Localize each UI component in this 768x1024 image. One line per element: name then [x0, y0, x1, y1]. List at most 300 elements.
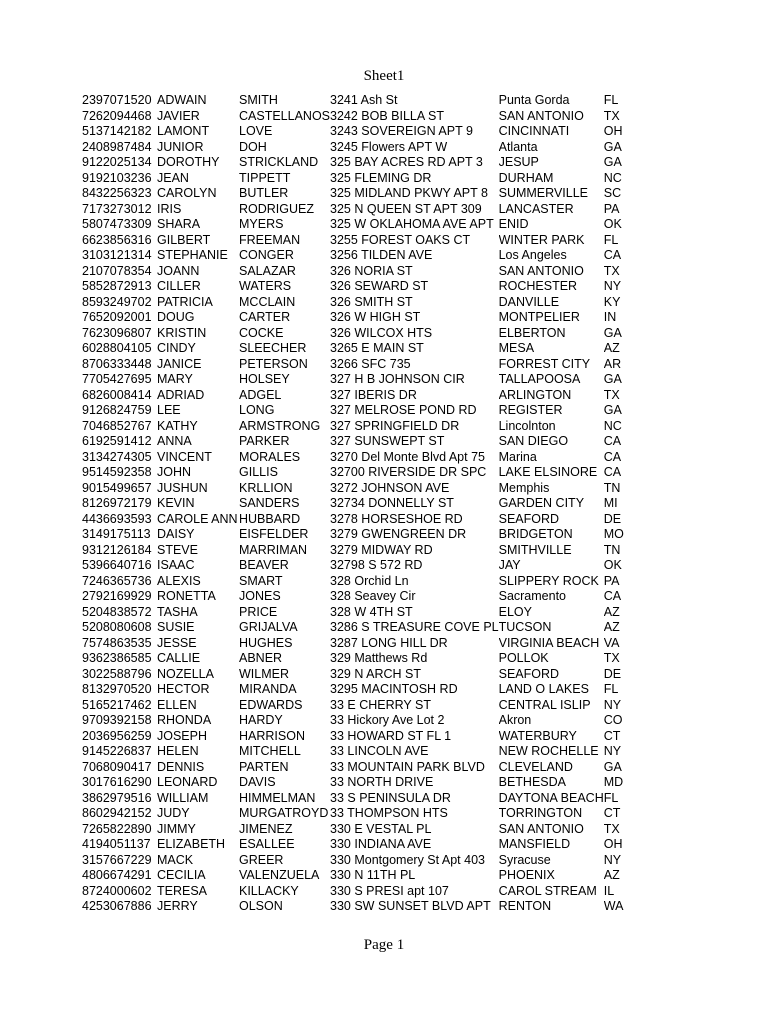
- cell-last-name: HUGHES: [239, 635, 293, 650]
- cell-city: RENTON: [498, 899, 552, 913]
- cell-last-name: RODRIGUEZ: [239, 201, 314, 216]
- cell-address: 3266 SFC 735: [330, 356, 411, 371]
- cell-state: TX: [603, 263, 620, 278]
- cell-id: 9122025134: [82, 155, 152, 169]
- cell-id: 4806674291: [82, 868, 152, 882]
- cell-first-name: ANNA: [157, 434, 192, 448]
- cell-state: CA: [603, 248, 622, 262]
- table-row: [82, 481, 634, 497]
- cell-city: Marina: [498, 449, 537, 464]
- cell-id: 5396640716: [82, 558, 152, 572]
- cell-id: 3103121314: [82, 248, 152, 262]
- cell-first-name: CALLIE: [157, 651, 201, 665]
- table-row: [82, 233, 634, 249]
- cell-city: Los Angeles: [498, 248, 567, 262]
- table-row: [82, 822, 634, 838]
- cell-city: ARLINGTON: [498, 387, 572, 402]
- cell-city: ELBERTON: [498, 325, 566, 340]
- cell-city: VIRGINIA BEACH: [498, 635, 600, 650]
- cell-state: DE: [603, 511, 622, 526]
- cell-last-name: GREER: [239, 852, 284, 867]
- cell-first-name: LEE: [157, 403, 181, 417]
- cell-last-name: SANDERS: [239, 496, 300, 510]
- cell-address: 33 HOWARD ST FL 1: [330, 728, 452, 743]
- cell-first-name: VINCENT: [157, 449, 212, 464]
- cell-state: AZ: [603, 604, 620, 619]
- cell-address: 32734 DONNELLY ST: [330, 496, 454, 510]
- table-row: [82, 837, 634, 853]
- cell-address: 326 SMITH ST: [330, 294, 413, 309]
- cell-last-name: MORALES: [239, 449, 301, 464]
- cell-city: Syracuse: [498, 852, 551, 867]
- table-row: [82, 326, 634, 342]
- cell-state: AZ: [603, 868, 620, 882]
- cell-id: 8593249702: [82, 294, 152, 309]
- cell-address: 3270 Del Monte Blvd Apt 75: [330, 449, 485, 464]
- table-row: [82, 682, 634, 698]
- cell-city: NEW ROCHELLE: [498, 744, 599, 758]
- cell-state: MD: [603, 775, 624, 789]
- cell-state: PA: [603, 573, 620, 588]
- cell-first-name: CAROLE ANN: [157, 511, 238, 526]
- table-row: [82, 434, 634, 450]
- cell-last-name: PARTEN: [239, 759, 289, 774]
- cell-last-name: DAVIS: [239, 775, 276, 789]
- cell-address: 33 E CHERRY ST: [330, 697, 431, 712]
- cell-id: 3017616290: [82, 775, 152, 789]
- cell-id: 9145226837: [82, 744, 152, 758]
- cell-city: DANVILLE: [498, 294, 560, 309]
- cell-last-name: HARDY: [239, 713, 283, 727]
- cell-address: 3279 GWENGREEN DR: [330, 527, 467, 541]
- cell-city: SEAFORD: [498, 511, 560, 526]
- cell-city: JAY: [498, 558, 521, 572]
- cell-address: 325 W OKLAHOMA AVE APT: [330, 217, 494, 231]
- cell-first-name: JERRY: [157, 899, 198, 913]
- table-row: [82, 512, 634, 528]
- cell-id: 5204838572: [82, 604, 152, 619]
- cell-state: CO: [603, 713, 623, 727]
- cell-state: FL: [603, 790, 619, 805]
- cell-address: 3272 JOHNSON AVE: [330, 480, 450, 495]
- table-row: [82, 403, 634, 419]
- cell-last-name: WILMER: [239, 666, 289, 681]
- cell-id: 3134274305: [82, 449, 152, 464]
- cell-id: 2036956259: [82, 728, 152, 743]
- cell-last-name: PETERSON: [239, 356, 308, 371]
- cell-first-name: ELLEN: [157, 697, 197, 712]
- cell-id: 8432256323: [82, 186, 152, 200]
- table-row: [82, 310, 634, 326]
- cell-last-name: MCCLAIN: [239, 294, 296, 309]
- cell-first-name: GILBERT: [157, 232, 211, 247]
- cell-city: DAYTONA BEACH: [498, 790, 604, 805]
- cell-city: LAND O LAKES: [498, 682, 589, 696]
- cell-first-name: IRIS: [157, 201, 182, 216]
- cell-address: 33 NORTH DRIVE: [330, 775, 434, 789]
- cell-city: CINCINNATI: [498, 124, 570, 138]
- cell-id: 3862979516: [82, 790, 152, 805]
- cell-city: DURHAM: [498, 170, 554, 185]
- cell-first-name: ELIZABETH: [157, 837, 226, 851]
- cell-last-name: BUTLER: [239, 186, 289, 200]
- cell-last-name: TIPPETT: [239, 170, 291, 185]
- table-row: [82, 791, 634, 807]
- cell-city: FORREST CITY: [498, 356, 591, 371]
- cell-address: 330 S PRESI apt 107: [330, 883, 449, 898]
- cell-city: TALLAPOOSA: [498, 372, 581, 386]
- cell-id: 4194051137: [82, 837, 151, 851]
- cell-address: 326 NORIA ST: [330, 263, 413, 278]
- cell-first-name: JUDY: [157, 806, 190, 820]
- cell-city: GARDEN CITY: [498, 496, 585, 510]
- table-row: [82, 574, 634, 590]
- cell-state: CA: [603, 434, 622, 448]
- cell-state: NY: [603, 852, 622, 867]
- cell-first-name: JUNIOR: [157, 139, 204, 154]
- cell-state: GA: [603, 139, 622, 154]
- cell-last-name: JIMENEZ: [239, 821, 293, 836]
- cell-last-name: PRICE: [239, 604, 278, 619]
- cell-address: 3245 Flowers APT W: [330, 139, 448, 154]
- cell-id: 5852872913: [82, 279, 152, 293]
- cell-last-name: MITCHELL: [239, 744, 301, 758]
- table-row: [82, 806, 634, 822]
- cell-state: AZ: [603, 620, 620, 634]
- cell-state: OH: [603, 124, 623, 138]
- sheet-title: Sheet1: [363, 68, 405, 84]
- cell-id: 7068090417: [82, 759, 152, 774]
- cell-state: OK: [603, 558, 622, 572]
- cell-address: 33 Hickory Ave Lot 2: [330, 713, 445, 727]
- cell-first-name: LAMONT: [157, 124, 210, 138]
- cell-city: CENTRAL ISLIP: [498, 697, 591, 712]
- cell-address: 327 MELROSE POND RD: [330, 403, 477, 417]
- cell-last-name: GRIJALVA: [239, 620, 298, 634]
- cell-state: TN: [603, 480, 621, 495]
- cell-city: ELOY: [498, 604, 532, 619]
- cell-last-name: SMART: [239, 573, 283, 588]
- cell-city: TORRINGTON: [498, 806, 583, 820]
- cell-first-name: JEAN: [157, 170, 189, 185]
- table-row: [82, 558, 634, 574]
- cell-city: BETHESDA: [498, 775, 566, 789]
- table-row: [82, 884, 634, 900]
- cell-last-name: FREEMAN: [239, 232, 301, 247]
- cell-state: NY: [603, 697, 622, 712]
- cell-first-name: DENNIS: [157, 759, 205, 774]
- cell-city: SLIPPERY ROCK: [498, 573, 599, 588]
- cell-state: CA: [603, 465, 622, 479]
- cell-first-name: KRISTIN: [157, 325, 207, 340]
- cell-last-name: HUBBARD: [239, 511, 301, 526]
- page-footer: Page 1: [363, 937, 405, 953]
- cell-first-name: TASHA: [157, 604, 198, 619]
- cell-address: 327 SUNSWEPT ST: [330, 434, 445, 448]
- table-row: [82, 279, 634, 295]
- cell-city: SAN ANTONIO: [498, 108, 584, 123]
- cell-id: 5165217462: [82, 697, 152, 712]
- cell-address: 33 THOMPSON HTS: [330, 806, 448, 820]
- table-row: [82, 527, 634, 543]
- cell-state: OH: [603, 837, 623, 851]
- cell-id: 2408987484: [82, 139, 152, 154]
- cell-id: 7623096807: [82, 325, 152, 340]
- cell-address: 3278 HORSESHOE RD: [330, 511, 463, 526]
- table-row: [82, 388, 634, 404]
- cell-address: 3265 E MAIN ST: [330, 341, 424, 355]
- cell-first-name: ISAAC: [157, 558, 195, 572]
- cell-city: SAN ANTONIO: [498, 821, 584, 836]
- cell-city: Punta Gorda: [498, 93, 570, 107]
- table-row: [82, 713, 634, 729]
- table-row: [82, 698, 634, 714]
- cell-id: 8724000602: [82, 883, 152, 898]
- cell-city: Atlanta: [498, 139, 538, 154]
- cell-last-name: PARKER: [239, 434, 290, 448]
- cell-city: ROCHESTER: [498, 279, 578, 293]
- cell-address: 326 SEWARD ST: [330, 279, 429, 293]
- table-body: [82, 93, 634, 915]
- cell-state: FL: [603, 232, 619, 247]
- cell-id: 8602942152: [82, 806, 152, 820]
- cell-city: WATERBURY: [498, 728, 577, 743]
- table-row: [82, 760, 634, 776]
- cell-id: 6192591412: [82, 434, 152, 448]
- cell-state: TX: [603, 108, 620, 123]
- cell-id: 8126972179: [82, 496, 152, 510]
- cell-city: CAROL STREAM: [498, 883, 597, 898]
- cell-address: 330 E VESTAL PL: [330, 821, 432, 836]
- cell-last-name: CARTER: [239, 310, 291, 324]
- table-row: [82, 109, 634, 125]
- cell-id: 2107078354: [82, 263, 152, 278]
- table-row: [82, 496, 634, 512]
- cell-last-name: HARRISON: [239, 728, 305, 743]
- cell-last-name: COCKE: [239, 325, 284, 340]
- table-row: [82, 589, 634, 605]
- cell-first-name: RONETTA: [157, 589, 216, 603]
- cell-last-name: EISFELDER: [239, 527, 309, 541]
- cell-address: 3242 BOB BILLA ST: [330, 108, 444, 123]
- cell-first-name: ADRIAD: [157, 387, 205, 402]
- cell-state: WA: [603, 899, 624, 913]
- cell-first-name: JOSEPH: [157, 728, 208, 743]
- cell-state: CT: [603, 806, 621, 820]
- cell-city: REGISTER: [498, 403, 563, 417]
- table-row: [82, 729, 634, 745]
- cell-last-name: SLEECHER: [239, 341, 307, 355]
- cell-city: SUMMERVILLE: [498, 186, 588, 200]
- cell-last-name: SALAZAR: [239, 263, 296, 278]
- table-row: [82, 899, 634, 915]
- cell-first-name: STEPHANIE: [157, 248, 228, 262]
- cell-id: 7705427695: [82, 372, 152, 386]
- cell-state: FL: [603, 93, 619, 107]
- cell-first-name: ALEXIS: [157, 573, 201, 588]
- cell-first-name: STEVE: [157, 542, 198, 557]
- cell-id: 8706333448: [82, 356, 152, 371]
- cell-address: 3241 Ash St: [330, 93, 398, 107]
- cell-id: 6826008414: [82, 387, 152, 402]
- table-row: [82, 202, 634, 218]
- cell-last-name: ADGEL: [239, 387, 282, 402]
- cell-id: 3149175113: [82, 527, 151, 541]
- cell-id: 6028804105: [82, 341, 152, 355]
- cell-first-name: JOANN: [157, 263, 200, 278]
- cell-address: 3279 MIDWAY RD: [330, 542, 433, 557]
- cell-city: MESA: [498, 341, 535, 355]
- cell-last-name: JONES: [239, 589, 281, 603]
- cell-city: TUCSON: [498, 620, 552, 634]
- cell-state: NC: [603, 170, 622, 185]
- table-row: [82, 450, 634, 466]
- cell-address: 329 Matthews Rd: [330, 651, 428, 665]
- cell-last-name: ESALLEE: [239, 837, 295, 851]
- cell-first-name: JESSE: [157, 635, 197, 650]
- cell-address: 3286 S TREASURE COVE PL: [330, 620, 499, 634]
- table-row: [82, 744, 634, 760]
- cell-state: GA: [603, 155, 622, 169]
- cell-state: CA: [603, 449, 622, 464]
- table-row: [82, 140, 634, 156]
- cell-address: 3295 MACINTOSH RD: [330, 682, 458, 696]
- cell-city: POLLOK: [498, 651, 549, 665]
- cell-id: 9709392158: [82, 713, 152, 727]
- cell-last-name: MIRANDA: [239, 682, 297, 696]
- cell-last-name: CONGER: [239, 248, 294, 262]
- cell-city: Sacramento: [498, 589, 567, 603]
- table-row: [82, 155, 634, 171]
- table-row: [82, 217, 634, 233]
- cell-state: TN: [603, 542, 621, 557]
- cell-state: AR: [603, 356, 622, 371]
- cell-id: 9514592358: [82, 465, 152, 479]
- cell-state: TX: [603, 651, 620, 665]
- table-row: [82, 124, 634, 140]
- cell-first-name: SHARA: [157, 217, 201, 231]
- cell-state: SC: [603, 186, 622, 200]
- cell-id: 8132970520: [82, 682, 152, 696]
- cell-address: 330 INDIANA AVE: [330, 837, 432, 851]
- cell-state: TX: [603, 821, 620, 836]
- cell-first-name: ADWAIN: [157, 93, 207, 107]
- cell-address: 33 S PENINSULA DR: [330, 790, 451, 805]
- cell-first-name: DAISY: [157, 527, 195, 541]
- cell-address: 329 N ARCH ST: [330, 666, 422, 681]
- cell-first-name: PATRICIA: [157, 294, 213, 309]
- cell-city: MANSFIELD: [498, 837, 571, 851]
- cell-state: IN: [603, 310, 617, 324]
- cell-state: NY: [603, 279, 622, 293]
- cell-address: 3243 SOVEREIGN APT 9: [330, 124, 473, 138]
- cell-first-name: CAROLYN: [157, 186, 217, 200]
- cell-state: AZ: [603, 341, 620, 355]
- cell-last-name: GILLIS: [239, 465, 278, 479]
- cell-city: JESUP: [498, 155, 539, 169]
- table-row: [82, 372, 634, 388]
- cell-address: 33 LINCOLN AVE: [330, 744, 429, 758]
- table-row: [82, 186, 634, 202]
- cell-address: 325 FLEMING DR: [330, 170, 432, 185]
- cell-address: 328 Orchid Ln: [330, 573, 409, 588]
- table-row: [82, 853, 634, 869]
- cell-state: NC: [603, 418, 622, 433]
- cell-id: 9312126184: [82, 542, 152, 557]
- cell-address: 325 BAY ACRES RD APT 3: [330, 155, 483, 169]
- cell-state: NY: [603, 744, 622, 758]
- cell-last-name: KRLLION: [239, 480, 293, 495]
- cell-address: 326 W HIGH ST: [330, 310, 421, 324]
- cell-first-name: MACK: [157, 852, 194, 867]
- cell-last-name: MURGATROYD: [239, 806, 329, 820]
- cell-state: DE: [603, 666, 622, 681]
- cell-id: 9015499657: [82, 480, 152, 495]
- cell-address: 325 MIDLAND PKWY APT 8: [330, 186, 488, 200]
- cell-id: 3022588796: [82, 666, 152, 681]
- cell-address: 328 Seavey Cir: [330, 589, 416, 603]
- cell-state: OK: [603, 217, 622, 231]
- cell-id: 7265822890: [82, 821, 152, 836]
- cell-id: 5208080608: [82, 620, 152, 634]
- table-row: [82, 667, 634, 683]
- table-row: [82, 248, 634, 264]
- cell-id: 2397071520: [82, 93, 152, 107]
- cell-city: SEAFORD: [498, 666, 560, 681]
- cell-city: MONTPELIER: [498, 310, 580, 324]
- cell-last-name: MARRIMAN: [239, 542, 308, 557]
- cell-address: 3287 LONG HILL DR: [330, 635, 448, 650]
- cell-state: FL: [603, 682, 619, 696]
- cell-last-name: LONG: [239, 403, 275, 417]
- cell-last-name: WATERS: [239, 279, 292, 293]
- cell-address: 33 MOUNTAIN PARK BLVD: [330, 759, 485, 774]
- cell-first-name: WILLIAM: [157, 790, 209, 805]
- cell-last-name: EDWARDS: [239, 697, 303, 712]
- cell-id: 3157667229: [82, 852, 152, 867]
- cell-id: 9362386585: [82, 651, 152, 665]
- cell-first-name: JANICE: [157, 356, 202, 371]
- cell-first-name: DOROTHY: [157, 155, 220, 169]
- cell-first-name: LEONARD: [157, 775, 218, 789]
- cell-last-name: ARMSTRONG: [239, 418, 321, 433]
- cell-last-name: BEAVER: [239, 558, 289, 572]
- cell-last-name: MYERS: [239, 217, 284, 231]
- cell-state: PA: [603, 201, 620, 216]
- cell-last-name: CASTELLANOS: [239, 108, 331, 123]
- cell-first-name: JAVIER: [157, 108, 200, 123]
- cell-city: PHOENIX: [498, 868, 555, 882]
- cell-id: 2792169929: [82, 589, 152, 603]
- cell-first-name: KATHY: [157, 418, 198, 433]
- cell-id: 7574863535: [82, 635, 152, 650]
- cell-id: 7652092001: [82, 310, 152, 324]
- cell-address: 328 W 4TH ST: [330, 604, 413, 619]
- cell-state: GA: [603, 403, 622, 417]
- cell-id: 5807473309: [82, 217, 152, 231]
- table-row: [82, 171, 634, 187]
- data-table: [82, 93, 634, 915]
- cell-id: 7262094468: [82, 108, 152, 123]
- cell-id: 9126824759: [82, 403, 152, 417]
- cell-last-name: SMITH: [239, 93, 278, 107]
- cell-last-name: VALENZUELA: [239, 868, 320, 882]
- cell-first-name: JIMMY: [157, 821, 196, 836]
- cell-first-name: TERESA: [157, 883, 208, 898]
- cell-first-name: RHONDA: [157, 713, 212, 727]
- cell-city: Memphis: [498, 480, 550, 495]
- cell-first-name: KEVIN: [157, 496, 195, 510]
